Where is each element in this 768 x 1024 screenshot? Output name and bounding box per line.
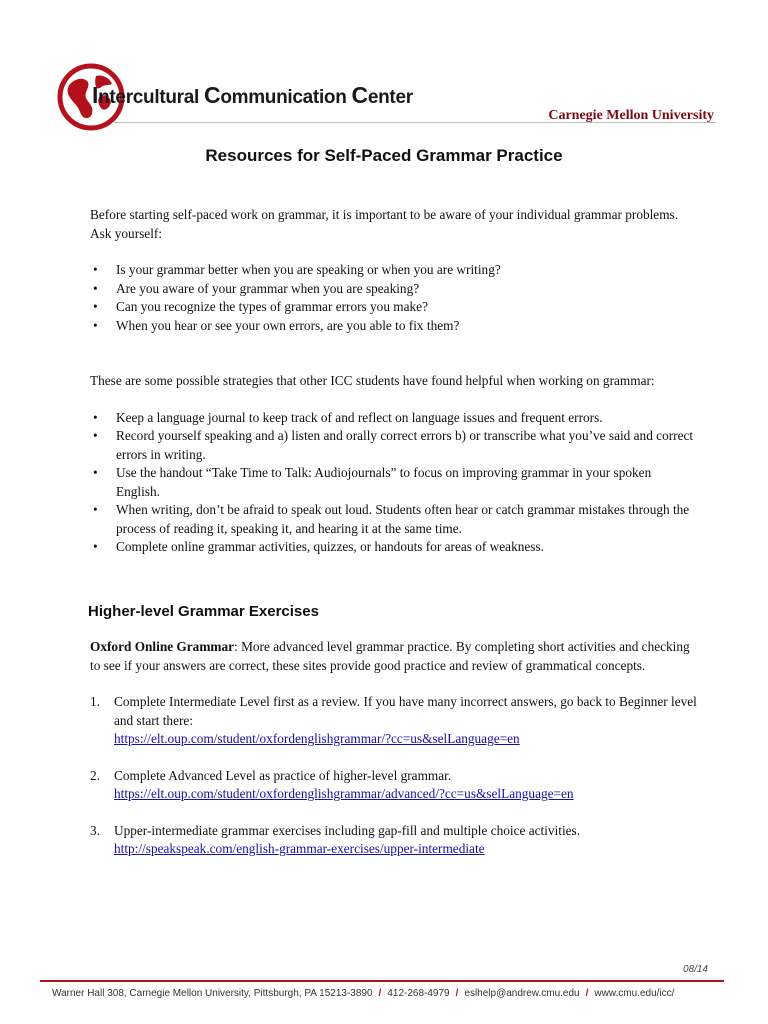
strategies-intro: These are some possible strategies that other ICC students have found helpful when working on grammar:	[90, 373, 655, 388]
list-item: • Are you aware of your grammar when you are speaking?	[90, 280, 698, 299]
document-body	[90, 206, 698, 859]
list-item: • Use the handout “Take Time to Talk: Audiojournals” to focus on improving grammar in your spoken English.	[90, 464, 698, 501]
list-item	[90, 693, 698, 749]
intro-paragraph: Before starting self-paced work on grammar, it is important to be aware of your individual grammar problems. Ask yourself:	[90, 207, 679, 241]
list-item: • Record yourself speaking and a) listen and orally correct errors b) or transcribe what you’ve said and correct errors in writing.	[90, 427, 698, 464]
footer-phone: 412-268-4979	[387, 988, 450, 999]
oxford-intermediate-link[interactable]: https://elt.oup.com/student/oxfordenglishgrammar/?cc=us&selLanguage=en	[114, 731, 520, 746]
list-item: • Is your grammar better when you are speaking or when you are writing?	[90, 261, 698, 280]
footer-address: Warner Hall 308, Carnegie Mellon University, Pittsburgh, PA 15213-3890	[52, 988, 373, 999]
oxford-advanced-link[interactable]: https://elt.oup.com/student/oxfordenglishgrammar/advanced/?cc=us&selLanguage=en	[114, 786, 574, 801]
item-number: 2.	[90, 767, 100, 783]
exercise-list	[90, 693, 698, 859]
list-item	[90, 822, 698, 859]
footer-website[interactable]: www.cmu.edu/icc/	[594, 988, 675, 999]
org-initial-2: C	[204, 82, 221, 108]
document-title: Resources for Self-Paced Grammar Practice	[205, 146, 563, 165]
speakspeak-link[interactable]: http://speakspeak.com/english-grammar-exercises/upper-intermediate	[114, 841, 485, 856]
org-name	[92, 82, 413, 109]
item-text: Upper-intermediate grammar exercises including gap-fill and multiple choice activities.	[114, 822, 581, 838]
footer-separator: /	[585, 988, 589, 999]
resource-description: : More advanced level grammar practice. By completing short activities and checking to see if your answers are correct, these sites provide good practice and review of grammatical concepts.	[90, 639, 690, 673]
section-heading: Higher-level Grammar Exercises	[88, 602, 319, 620]
list-item: • When you hear or see your own errors, are you able to fix them?	[90, 317, 698, 336]
list-spacer	[90, 749, 698, 767]
item-text: Complete Advanced Level as practice of higher-level grammar.	[114, 767, 452, 783]
list-item: • When writing, don’t be afraid to speak out loud. Students often hear or catch grammar mistakes through the process of reading it, speaking it, and hearing it at the same time.	[90, 501, 698, 538]
list-item: • Can you recognize the types of grammar errors you make?	[90, 298, 698, 317]
university-name: Carnegie Mellon University	[548, 108, 714, 123]
org-word-1: ntercultural	[98, 87, 204, 108]
footer-separator: /	[378, 988, 382, 999]
strategies-list	[90, 409, 698, 557]
resource-paragraph	[90, 638, 698, 675]
item-number: 1.	[90, 694, 100, 709]
footer-separator: /	[455, 988, 459, 999]
item-number: 3.	[90, 822, 100, 838]
item-text: Complete Intermediate Level first as a review. If you have many incorrect answers, go back to Beginner level and start there:	[114, 694, 697, 728]
resource-name: Oxford Online Grammar	[90, 639, 235, 654]
list-spacer	[90, 804, 698, 822]
org-initial-1: I	[92, 82, 99, 108]
org-word-3: enter	[367, 87, 413, 108]
org-word-2: ommunication	[220, 87, 352, 108]
footer-contact	[52, 988, 722, 999]
questions-list	[90, 261, 698, 335]
list-item	[90, 767, 698, 804]
org-initial-3: C	[351, 82, 368, 108]
list-item: • Complete online grammar activities, quizzes, or handouts for areas of weakness.	[90, 538, 698, 557]
footer-email[interactable]: eslhelp@andrew.cmu.edu	[464, 988, 580, 999]
date-code: 08/14	[682, 964, 708, 975]
footer-divider	[40, 980, 724, 982]
list-item: • Keep a language journal to keep track of and reflect on language issues and frequent errors.	[90, 409, 698, 428]
